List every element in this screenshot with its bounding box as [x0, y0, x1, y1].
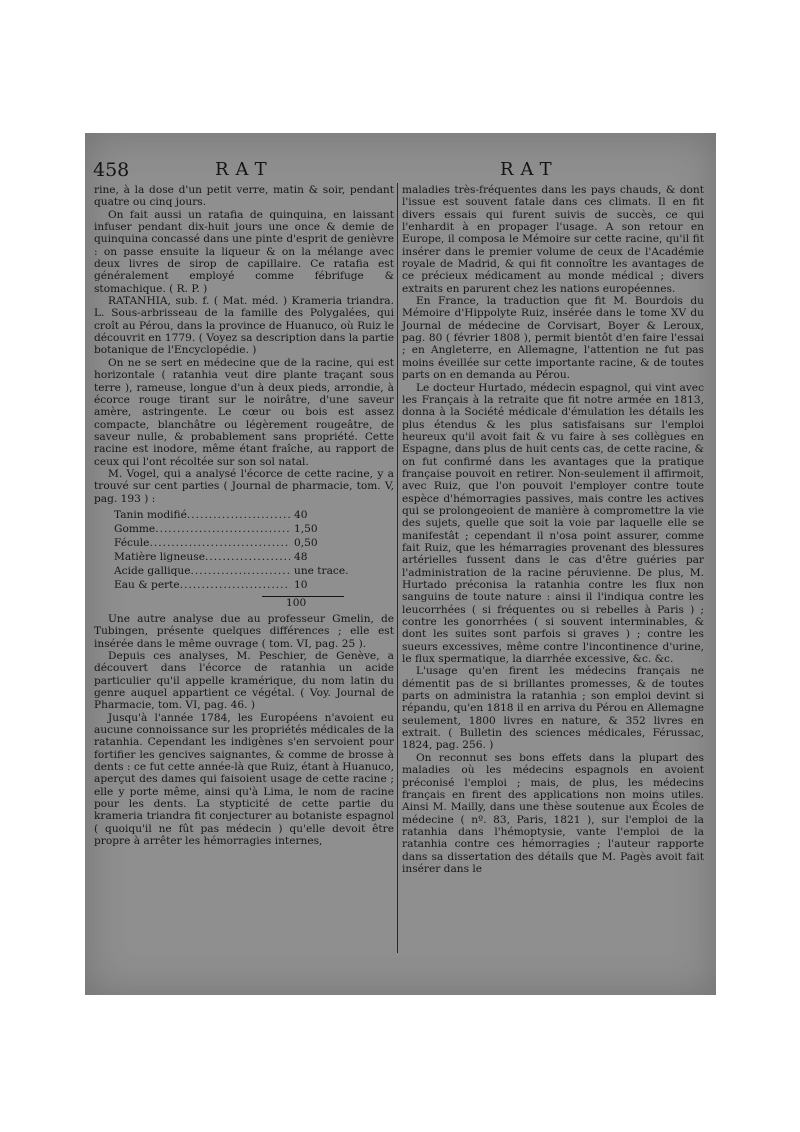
paragraph: Une autre analyse due au professeur Gmelin, de Tubingen, présente quelques différences ; elle est insérée dans le même ouvrage ( tom. VI, pag. 25 ).	[94, 612, 394, 650]
composition-row	[114, 565, 374, 579]
paragraph: L'usage qu'en firent les médecins français ne démentit pas de si brillantes promesses, & de toutes parts on administra la ratanhia ; son emploi devint si répandu, qu'en 1818 il en arriva du Pérou en Allemagne seulement, 1800 livres en nature, & 352 livres en extrait. ( Bulletin des sciences médicales, Férussac, 1824, pag. 256. )	[402, 665, 704, 752]
paragraph: Jusqu'à l'année 1784, les Européens n'avoient eu aucune connoissance sur les propriétés médicales de la ratanhia. Cependant les indigènes s'en servoient pour fortifier les gencives saignantes, & comme de brosse à dents : ce fut cette année-là que Ruiz, étant à Huanuco, aperçut des dames qui faisoient usage de cette racine ; elle y porte même, ainsi qu'à Lima, le nom de racine pour les dents. La stypticité de cette partie du krameria triandra fit conjecturer au botaniste espagnol ( quoiqu'il ne fût pas médecin ) qu'elle devoit être propre à arrêter les hémorragies internes,	[94, 711, 394, 848]
paragraph: Depuis ces analyses, M. Peschier, de Genève, a découvert dans l'écorce de ratanhia un acide particulier qu'il appelle kramérique, du nom latin du genre auquel appartient ce végétal. ( Voy. Journal de Pharmacie, tom. VI, pag. 46. )	[94, 649, 394, 712]
component-name: Eau & perte	[114, 578, 180, 591]
composition-total: 100	[286, 596, 307, 609]
composition-row	[114, 509, 374, 523]
composition-table	[114, 509, 374, 611]
component-value: 1,50	[294, 522, 318, 535]
component-name: Matière ligneuse	[114, 550, 205, 563]
running-header	[85, 159, 716, 181]
paragraph: maladies très-fréquentes dans les pays chauds, & dont l'issue est souvent fatale dans ces climats. Il en fit divers essais qui furent suivis de succès, ce qui l'enhardit à en propager l'usage. A son retour en Europe, il composa le Mémoire sur cette racine, qu'il fit insérer dans le premier volume de ceux de l'Académie royale de Madrid, & qui fit connoître les avantages de ce précieux médicament au monde médical ; divers extraits en parurent chez les nations européennes.	[402, 184, 704, 295]
left-column	[94, 184, 394, 847]
component-name: Tanin modifié	[114, 508, 187, 521]
component-value: 10	[294, 578, 308, 591]
paragraph: En France, la traduction que fit M. Bourdois du Mémoire d'Hippolyte Ruiz, insérée dans le tome XV du Journal de médecine de Corvisart, Boyer & Leroux, pag. 80 ( février 1808 ), permit bientôt d'en faire l'essai ; en Angleterre, en Allemagne, l'attention ne fut pas moins éveillée sur cette importante racine, & de toutes parts on en demanda au Pérou.	[402, 295, 704, 382]
component-value: 40	[294, 508, 308, 521]
component-name: Fécule	[114, 536, 150, 549]
component-value: 0,50	[294, 536, 318, 549]
paragraph: On ne se sert en médecine que de la racine, qui est horizontale ( ratanhia veut dire plante traçant sous terre ), rameuse, longue d'un à deux pieds, arrondie, à écorce rouge tirant sur le noirâtre, d'une saveur amère, astringente. Le cœur ou bois est assez compacte, blanchâtre ou légèrement rougeâtre, de saveur nulle, & probablement sans propriété. Cette racine est inodore, même étant fraîche, au rapport de ceux qui l'ont récoltée sur son sol natal.	[94, 356, 394, 468]
entry-ratanhia: RATANHIA, sub. f. ( Mat. méd. ) Krameria triandra. L. Sous-arbrisseau de la famille des Polygalées, qui croît au Pérou, dans la province de Huanuco, où Ruiz le découvrit en 1779. ( Voyez sa description dans la partie botanique de l'Encyclopédie. )	[94, 295, 394, 357]
component-name: Acide gallique	[114, 564, 191, 577]
running-title-left: RAT	[215, 159, 274, 180]
composition-row	[114, 579, 374, 593]
running-title-right: RAT	[500, 159, 559, 180]
paragraph: On fait aussi un ratafia de quinquina, en laissant infuser pendant dix-huit jours une once & demie de quinquina concassé dans une pinte d'esprit de genièvre : on passe ensuite la liqueur & on la mélange avec deux livres de sirop de capillaire. Ce ratafia est généralement employé comme fébrifuge & stomachique. ( R. P. )	[94, 208, 394, 295]
page-number: 458	[93, 159, 130, 181]
paragraph: On reconnut ses bons effets dans la plupart des maladies où les médecins espagnols en avoient préconisé l'emploi ; mais, de plus, les médecins français en firent des applications non moins utiles. Ainsi M. Mailly, dans une thèse soutenue aux Écoles de médecine ( nº. 83, Paris, 1821 ), sur l'emploi de la ratanhia dans l'hémoptysie, vante l'emploi de la ratanhia contre ces hémorragies ; l'auteur rapporte dans sa dissertation des détails que M. Pagès avoit fait insérer dans le	[402, 751, 704, 875]
paragraph: M. Vogel, qui a analysé l'écorce de cette racine, y a trouvé sur cent parties ( Journal de pharmacie, tom. V, pag. 193 ) :	[94, 467, 394, 505]
paragraph: rine, à la dose d'un petit verre, matin & soir, pendant quatre ou cinq jours.	[94, 184, 394, 209]
right-column	[402, 184, 704, 875]
scanned-page	[85, 133, 716, 995]
composition-row	[114, 537, 374, 551]
component-value: une trace.	[294, 564, 349, 577]
component-name: Gomme	[114, 522, 156, 535]
component-value: 48	[294, 550, 308, 563]
composition-row	[114, 523, 374, 537]
composition-row	[114, 551, 374, 565]
column-divider	[397, 183, 398, 953]
paragraph: Le docteur Hurtado, médecin espagnol, qui vint avec les Français à la retraite que fit notre armée en 1813, donna à la Société médicale d'émulation les détails les plus étendus & les plus satisfaisans sur l'emploi heureux qu'il avoit fait & vu faire à ses collègues en Espagne, dans plus de huit cents cas, de cette racine, & on fut confirmé dans les avantages que la pratique française pouvoit en retirer. Non-seulement il affirmoit, avec Ruiz, que l'on pouvoit l'employer contre toute espèce d'hémorragies passives, mais contre les actives qui se prolongeoient de manière à compromettre la vie des sujets, quelle que soit la voie par laquelle elle se manifestât ; cependant il n'osa point assurer, comme fait Ruiz, que les hémarragies provenant des blessures artérielles fussent dans le cas d'être guéries par l'administration de la racine péruvienne. De plus, M. Hurtado préconisa la ratanhia contre les flux non sanguins de toute nature : ainsi il l'indiqua contre les leucorrhées ( si fréquentes ou si rebelles à Paris ) ; contre les gonorrhées ( si souvent interminables, & dont les suites sont parfois si graves ) ; contre les sueurs excessives, même contre l'incontinence d'urine, le flux spermatique, la diarrhée excessive, &c. &c.	[402, 381, 704, 666]
